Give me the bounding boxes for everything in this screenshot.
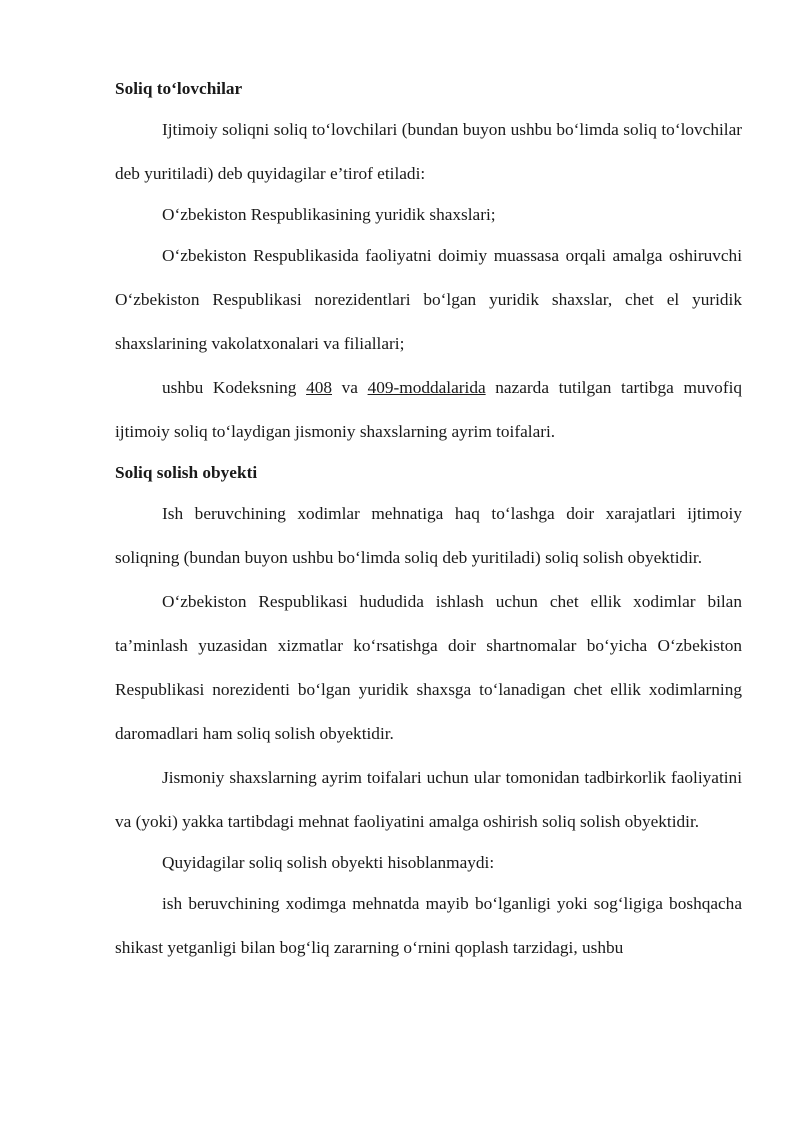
document-page <box>115 70 742 970</box>
paragraph-nonresidents: O‘zbekiston Respublikasida faoliyatni doimiy muassasa orqali amalga oshiruvchi O‘zbekiston Respublikasi norezidentlari bo‘lgan yuridik shaxslar, chet el yuridik shaxslarining vakolatxonalari va filiallari; <box>115 246 742 353</box>
paragraph-text-middle: va <box>332 378 368 397</box>
paragraph-foreign-employees: O‘zbekiston Respublikasi hududida ishlash uchun chet ellik xodimlar bilan ta’minlash yuzasidan xizmatlar ko‘rsatishga doir shartnomalar bo‘yicha O‘zbekiston Respublikasi norezidenti bo‘lgan yuridik shaxsga to‘lanadigan chet ellik xodimlarning daromadlari ham soliq solish obyektidir. <box>115 592 742 743</box>
paragraph-individuals-categories <box>115 366 742 454</box>
article-408-link[interactable]: 408 <box>306 378 332 397</box>
paragraph-taxpayers-definition: Ijtimoiy soliqni soliq to‘lovchilari (bundan buyon ushbu bo‘limda soliq to‘lovchilar deb yuritiladi) deb quyidagilar e’tirof etiladi: <box>115 120 742 183</box>
paragraph-text-prefix: ushbu Kodeksning <box>162 378 307 397</box>
section-heading-tax-object: Soliq solish obyekti <box>115 463 258 482</box>
article-409-link[interactable]: 409-moddalarida <box>367 378 486 397</box>
paragraph-legal-entities: O‘zbekiston Respublikasining yuridik shaxslari; <box>162 205 496 224</box>
paragraph-text-suffix: nazarda tutilgan tartibga muvofiq ijtimoiy soliq to‘laydigan jismoniy shaxslarning ayrim toifalari. <box>115 378 743 441</box>
paragraph-entrepreneurial-activity: Jismoniy shaxslarning ayrim toifalari uchun ular tomonidan tadbirkorlik faoliyatini va (yoki) yakka tartibdagi mehnat faoliyatini amalga oshirish soliq solish obyektidir. <box>115 768 742 831</box>
paragraph-not-tax-object: Quyidagilar soliq solish obyekti hisoblanmaydi: <box>162 853 495 872</box>
paragraph-employer-expenses: Ish beruvchining xodimlar mehnatiga haq to‘lashga doir xarajatlari ijtimoiy soliqning (bundan buyon ushbu bo‘limda soliq deb yuritiladi) soliq solish obyektidir. <box>115 504 742 567</box>
paragraph-injury-compensation: ish beruvchining xodimga mehnatda mayib bo‘lganligi yoki sog‘ligiga boshqacha shikast yetganligi bilan bog‘liq zararning o‘rnini qoplash tarzidagi, ushbu <box>115 894 742 957</box>
section-heading-taxpayers: Soliq to‘lovchilar <box>115 79 243 98</box>
